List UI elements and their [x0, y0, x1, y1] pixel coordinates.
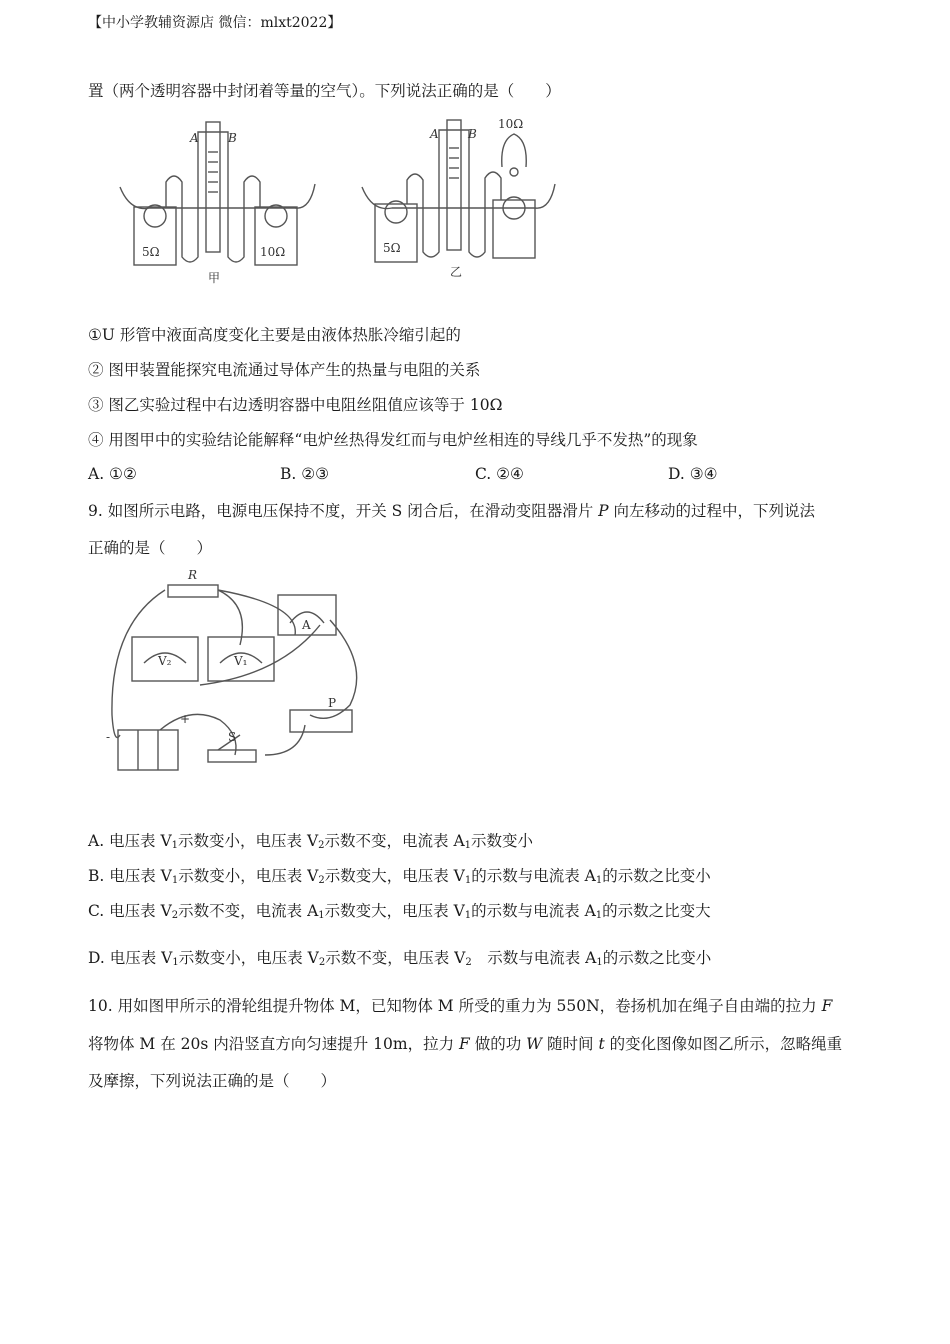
q9-stem-line1: 9. 如图所示电路，电源电压保持不度，开关 S 闭合后，在滑动变阻器滑片 P 向左移动的过程中，下列说法 [88, 502, 815, 520]
svg-text:A: A [430, 127, 439, 141]
q9-option-a: A. 电压表 $V_1$示数变小，电压表 $V_2$示数不变，电流表 $A_1$示数变小 [88, 832, 534, 851]
svg-text:V₁: V₁ [234, 654, 248, 668]
svg-text:5Ω: 5Ω [383, 241, 401, 255]
svg-text:10Ω: 10Ω [498, 117, 524, 131]
heating-experiment-figure [110, 112, 570, 292]
svg-text:A: A [190, 131, 199, 145]
statement-3: ③ 图乙实验过程中右边透明容器中电阻丝阻值应该等于 10Ω [88, 396, 503, 414]
statement-4: ④ 用图甲中的实验结论能解释“电炉丝热得发红而与电炉丝相连的导线几乎不发热”的现象 [88, 431, 698, 449]
statement-1: ①U 形管中液面高度变化主要是由液体热胀冷缩引起的 [88, 326, 461, 344]
q9-option-d: D. 电压表 $V_1$示数变小，电压表 $V_2$示数不变，电压表 $V_2$ 示数与电流表 $A_1$的示数之比变小 [88, 949, 712, 968]
svg-text:甲: 甲 [208, 271, 221, 285]
page-header: 【中小学教辅资源店 微信：mlxt2022】 [88, 15, 342, 31]
svg-text:A: A [302, 618, 311, 632]
svg-text:S: S [228, 730, 237, 744]
svg-text:B: B [468, 127, 477, 141]
q8-option-c: C. ②④ [475, 465, 524, 483]
svg-text:+: + [180, 712, 191, 726]
question-intro: 置（两个透明容器中封闭着等量的空气）。下列说法正确的是（ ） [88, 82, 561, 100]
svg-text:B: B [228, 131, 237, 145]
q8-option-b: B. ②③ [280, 465, 330, 483]
q9-stem-line2: 正确的是（ ） [88, 539, 213, 557]
q9-option-c: C. 电压表 $V_2$示数不变，电流表 $A_1$示数变大，电压表 $V_1$的示数与电流表 $A_1$的示数之比变大 [88, 902, 711, 921]
q10-stem-line2: 将物体 M 在 20s 内沿竖直方向匀速提升 10m，拉力 F 做的功 W 随时间 t 的变化图像如图乙所示，忽略绳重 [88, 1035, 843, 1053]
svg-text:P: P [328, 696, 337, 710]
q10-stem-line3: 及摩擦，下列说法正确的是（ ） [88, 1072, 337, 1090]
svg-text:乙: 乙 [450, 265, 463, 279]
svg-text:5Ω: 5Ω [142, 245, 160, 259]
q10-stem-line1: 10. 用如图甲所示的滑轮组提升物体 M，已知物体 M 所受的重力为 550N，卷扬机加在绳子自由端的拉力 F [88, 997, 833, 1015]
statement-2: ② 图甲装置能探究电流通过导体产生的热量与电阻的关系 [88, 361, 481, 379]
svg-text:V₂: V₂ [158, 654, 172, 668]
q8-option-d: D. ③④ [668, 465, 718, 483]
q9-option-b: B. 电压表 $V_1$示数变小，电压表 $V_2$示数变大，电压表 $V_1$的示数与电流表 $A_1$的示数之比变小 [88, 867, 711, 886]
circuit-figure [100, 565, 380, 780]
q8-option-a: A. ①② [88, 465, 137, 483]
svg-text:R: R [188, 568, 198, 582]
svg-text:-: - [106, 730, 111, 744]
svg-text:10Ω: 10Ω [260, 245, 286, 259]
